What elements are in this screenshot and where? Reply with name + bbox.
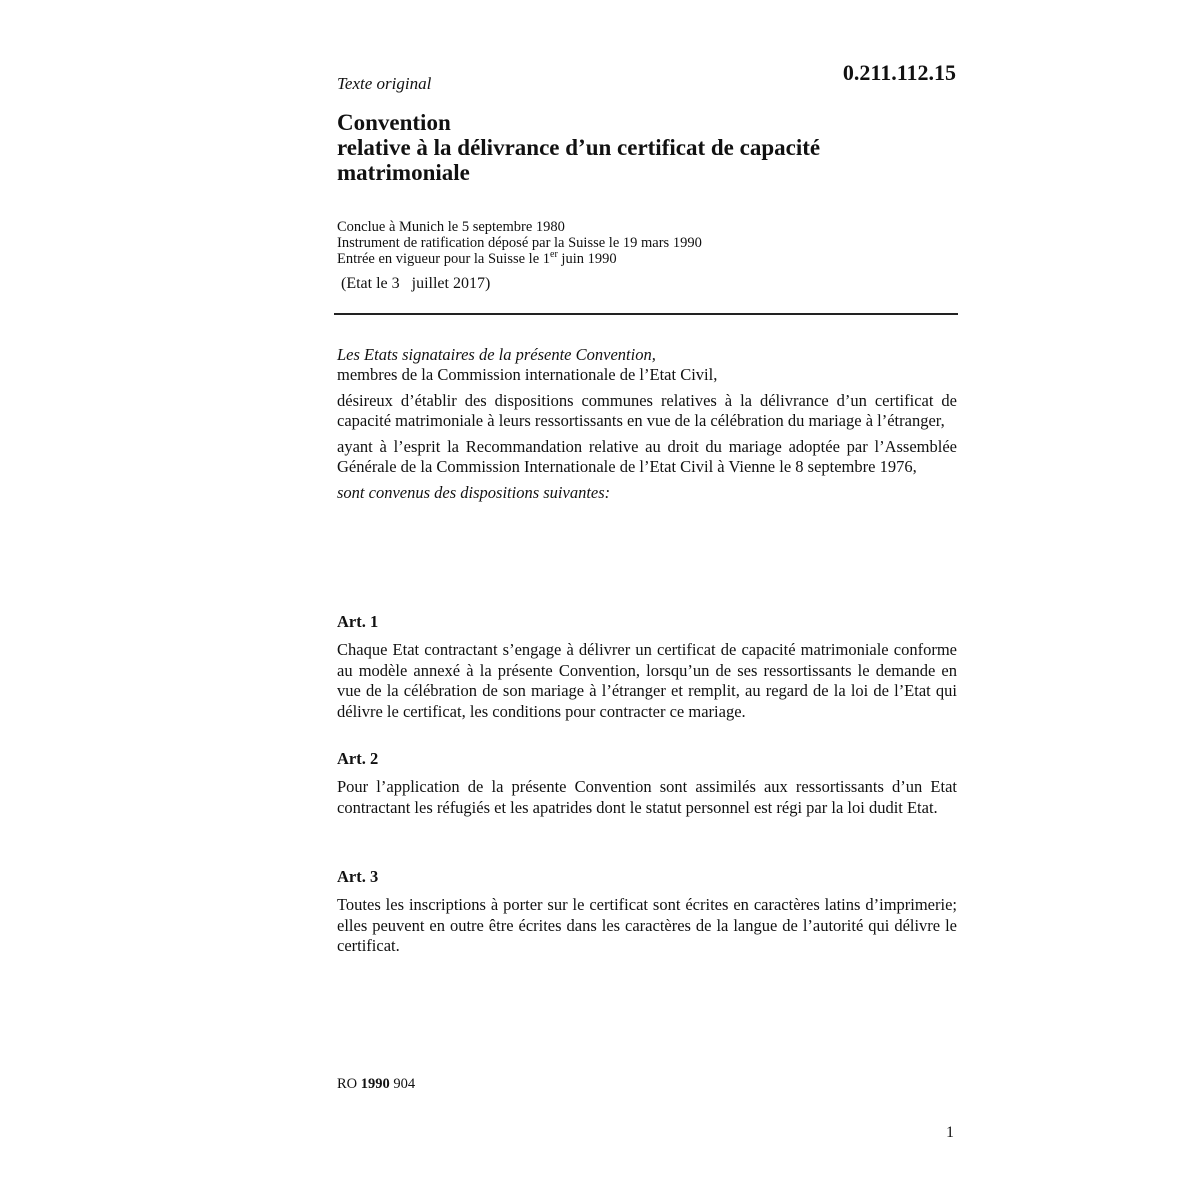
document-title xyxy=(337,110,957,185)
article-2-heading: Art. 2 xyxy=(337,749,379,768)
preamble-paragraph-1 xyxy=(337,345,957,385)
entry-suffix: juin 1990 xyxy=(557,251,617,267)
ro-reference xyxy=(337,1076,957,1093)
entry-prefix: Entrée en vigueur pour la Suisse le 1 xyxy=(337,251,551,267)
header-divider xyxy=(334,313,958,315)
preamble-paragraph-4: sont convenus des dispositions suivantes: xyxy=(337,483,611,502)
document-subtitle: Texte original xyxy=(337,74,432,93)
preamble xyxy=(337,345,957,509)
preamble-paragraph-3: ayant à l’esprit la Recommandation relative au droit du mariage adoptée par l’Assemblée Générale de la Commission Internationale de l’Etat Civil à Vienne le 8 septembre 1976, xyxy=(337,437,957,476)
ratification-date: Instrument de ratification déposé par la Suisse le 19 mars 1990 xyxy=(337,235,702,251)
title-line-3: matrimoniale xyxy=(337,160,470,185)
article-3-heading: Art. 3 xyxy=(337,867,379,886)
entry-into-force xyxy=(337,251,957,267)
article-3-text: Toutes les inscriptions à porter sur le certificat sont écrites en caractères latins d’imprimerie; elles peuvent en outre être écrites dans les caractères de la langue de l’autorité qui délivre le certificat. xyxy=(337,895,957,955)
title-line-1: Convention xyxy=(337,110,451,135)
preamble-signatories: Les Etats signataires de la présente Convention, xyxy=(337,345,656,364)
ro-year: 1990 xyxy=(360,1076,390,1092)
page-number: 1 xyxy=(946,1124,954,1141)
concluded-date: Conclue à Munich le 5 septembre 1980 xyxy=(337,219,565,235)
entry-superscript: er xyxy=(550,249,558,261)
status-date: (Etat le 3 juillet 2017) xyxy=(341,275,491,292)
article-1-heading: Art. 1 xyxy=(337,612,379,631)
article-1-text: Chaque Etat contractant s’engage à délivrer un certificat de capacité matrimoniale conforme au modèle annexé à la présente Convention, lorsqu’un de ses ressortissants le demande en vue de la célébration de son mariage à l’étranger et remplit, au regard de la loi de l’Etat qui délivre le certificat, les conditions pour contracter ce mariage. xyxy=(337,640,957,721)
ro-page: 904 xyxy=(389,1076,416,1092)
ro-prefix: RO xyxy=(337,1076,361,1092)
preamble-paragraph-2: désireux d’établir des dispositions communes relatives à la délivrance d’un certificat de capacité matrimoniale à leurs ressortissants en vue de la célébration du mariage à l’étranger, xyxy=(337,391,957,430)
article-2-text: Pour l’application de la présente Convention sont assimilés aux ressortissants d’un Etat contractant les réfugiés et les apatrides dont le statut personnel est régi par la loi dudit Etat. xyxy=(337,777,957,817)
preamble-members: membres de la Commission internationale de l’Etat Civil, xyxy=(337,365,718,384)
title-line-2: relative à la délivrance d’un certificat de capacité xyxy=(337,135,821,160)
treaty-metadata xyxy=(337,219,957,267)
sr-number: 0.211.112.15 xyxy=(842,60,956,85)
